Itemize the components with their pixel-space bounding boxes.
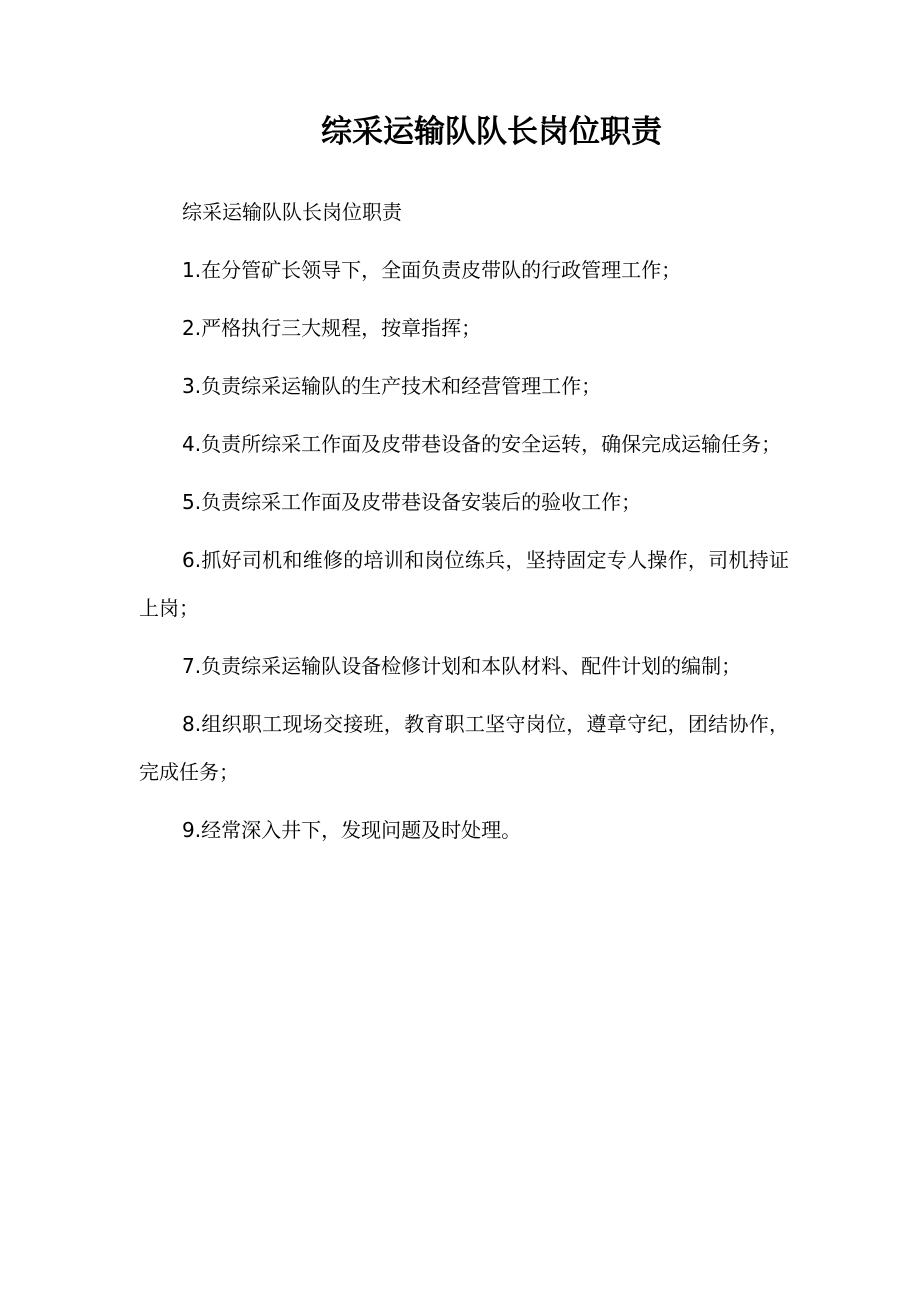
paragraph-item-1: 1.在分管矿长领导下，全面负责皮带队的行政管理工作；	[182, 258, 682, 282]
paragraph-item-2: 2.严格执行三大规程，按章指挥；	[182, 316, 482, 340]
paragraph-item-3: 3.负责综采运输队的生产技术和经营管理工作；	[182, 374, 602, 398]
paragraph-item-9: 9.经常深入井下，发现问题及时处理。	[182, 818, 522, 842]
paragraph-item-8: 8.组织职工现场交接班，教育职工坚守岗位，遵章守纪，团结协作，完成任务；	[139, 712, 789, 784]
paragraph-subtitle: 综采运输队队长岗位职责	[182, 200, 402, 224]
document-body	[139, 188, 789, 864]
paragraph-item-7: 7.负责综采运输队设备检修计划和本队材料、配件计划的编制；	[182, 654, 742, 678]
paragraph-item-4: 4.负责所综采工作面及皮带巷设备的安全运转，确保完成运输任务；	[182, 432, 782, 456]
paragraph-item-5: 5.负责综采工作面及皮带巷设备安装后的验收工作；	[182, 490, 642, 514]
paragraph-item-6: 6.抓好司机和维修的培训和岗位练兵，坚持固定专人操作，司机持证上岗；	[139, 548, 789, 620]
document-title: 综采运输队队长岗位职责	[321, 114, 662, 150]
